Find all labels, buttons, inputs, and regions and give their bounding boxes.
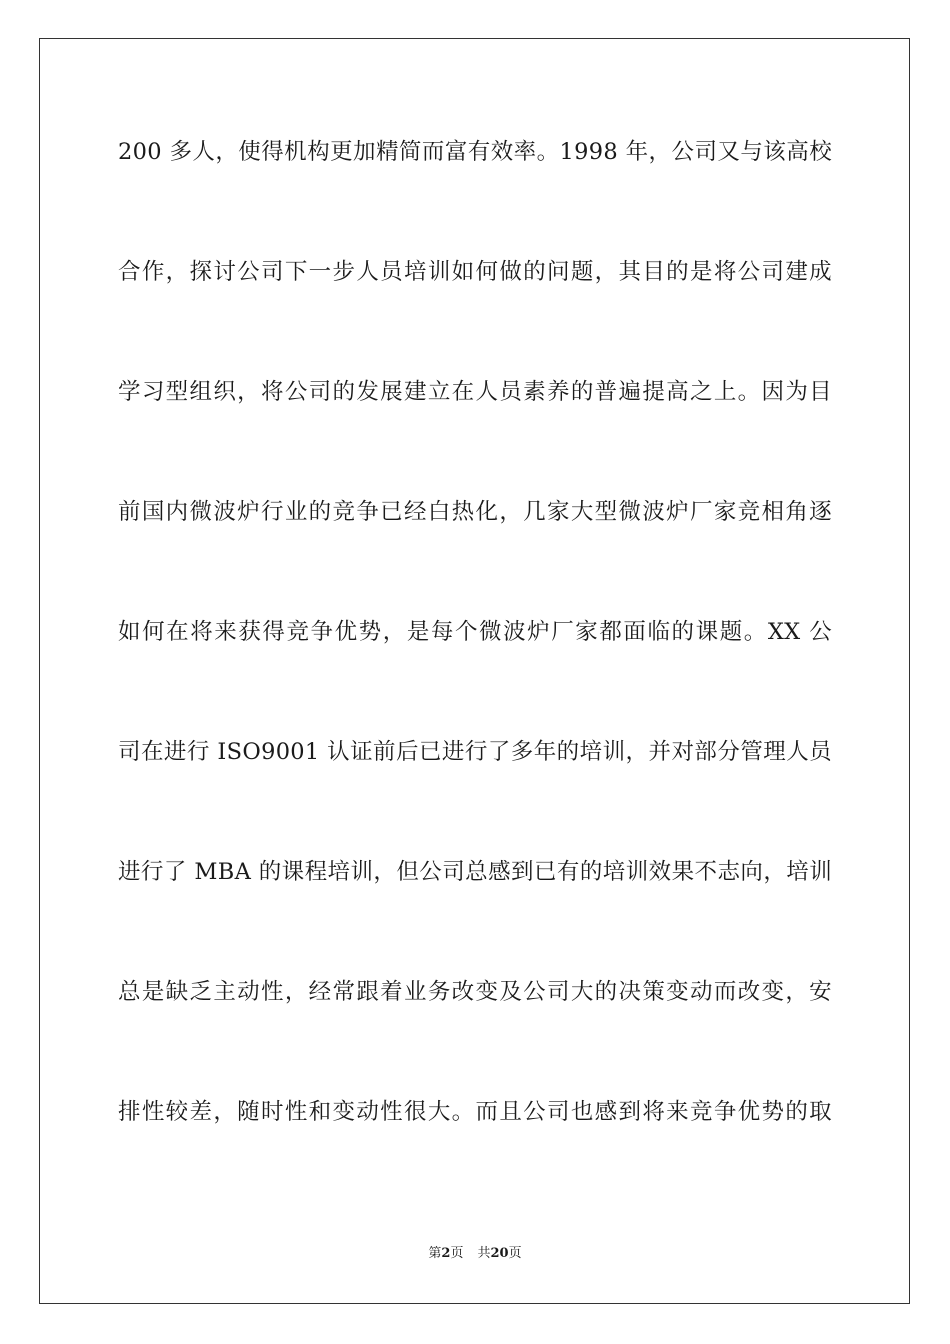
page-number: 2 — [441, 1246, 451, 1261]
text-line: 200 多人，使得机构更加精简而富有效率。1998 年，公司又与该高校 — [118, 139, 832, 165]
text-line: 排性较差，随时性和变动性很大。而且公司也感到将来竞争优势的取 — [118, 1099, 832, 1125]
text-line: 合作，探讨公司下一步人员培训如何做的问题，其目的是将公司建成 — [118, 259, 832, 285]
document-body — [118, 127, 832, 1207]
page-prefix: 第 — [428, 1246, 442, 1261]
text-line: 进行了 MBA 的课程培训，但公司总感到已有的培训效果不志向，培训 — [118, 859, 832, 885]
total-pages: 20 — [490, 1246, 509, 1261]
text-line: 总是缺乏主动性，经常跟着业务改变及公司大的决策变动而改变，安 — [118, 979, 832, 1005]
total-suffix: 页 — [508, 1246, 522, 1261]
text-line: 司在进行 ISO9001 认证前后已进行了多年的培训，并对部分管理人员 — [118, 739, 832, 765]
text-line: 如何在将来获得竞争优势，是每个微波炉厂家都面临的课题。XX 公 — [118, 619, 832, 645]
page-footer — [0, 1245, 950, 1263]
text-line: 学习型组织，将公司的发展建立在人员素养的普遍提高之上。因为目 — [118, 379, 832, 405]
text-line: 前国内微波炉行业的竞争已经白热化，几家大型微波炉厂家竞相角逐 — [118, 499, 832, 525]
total-prefix: 共 — [477, 1246, 491, 1261]
page-suffix: 页 — [450, 1246, 464, 1261]
